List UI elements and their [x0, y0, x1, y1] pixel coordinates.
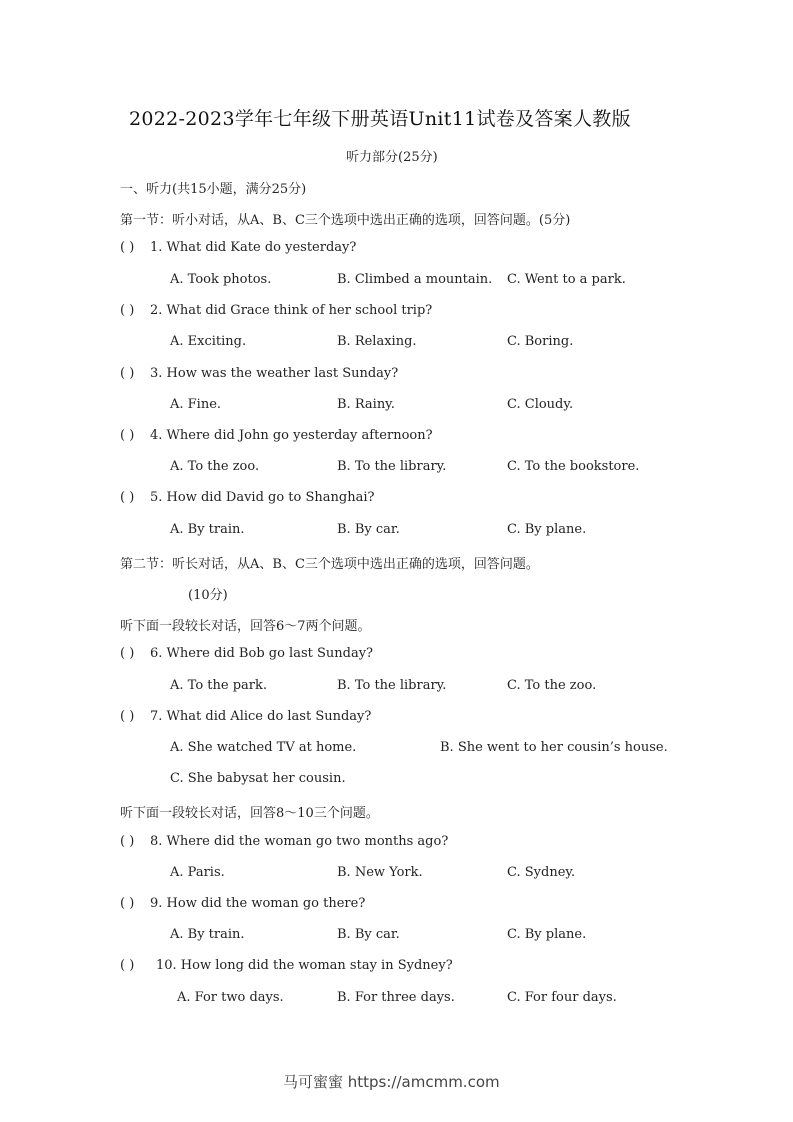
question-8-text: 8. Where did the woman go two months ago? — [150, 834, 449, 849]
option-2c: C. Boring. — [507, 334, 574, 349]
option-4c: C. To the bookstore. — [507, 459, 640, 474]
option-8c: C. Sydney. — [507, 865, 576, 880]
question-1-text: 1. What did Kate do yesterday? — [150, 240, 357, 255]
option-9c: C. By plane. — [507, 927, 587, 942]
answer-blank[interactable]: ( ) — [120, 646, 135, 661]
option-2a: A. Exciting. — [170, 334, 247, 349]
option-10c: C. For four days. — [507, 990, 617, 1005]
section-2-score: (10分) — [188, 588, 228, 603]
answer-blank[interactable]: ( ) — [120, 958, 135, 973]
option-8a: A. Paris. — [170, 865, 225, 880]
answer-blank[interactable]: ( ) — [120, 366, 135, 381]
option-5a: A. By train. — [170, 522, 245, 537]
option-8b: B. New York. — [337, 865, 423, 880]
option-9a: A. By train. — [170, 927, 245, 942]
option-6a: A. To the park. — [170, 678, 267, 693]
question-2-text: 2. What did Grace think of her school trip? — [150, 303, 433, 318]
option-5b: B. By car. — [337, 522, 400, 537]
question-6-text: 6. Where did Bob go last Sunday? — [150, 646, 374, 661]
question-2 — [120, 303, 432, 318]
question-5-text: 5. How did David go to Shanghai? — [150, 490, 375, 505]
section-2-instructions: 第二节：听长对话，从A、B、C三个选项中选出正确的选项，回答问题。 — [120, 557, 539, 572]
option-3c: C. Cloudy. — [507, 397, 574, 412]
question-9-text: 9. How did the woman go there? — [150, 896, 366, 911]
answer-blank[interactable]: ( ) — [120, 709, 135, 724]
question-5 — [120, 490, 374, 505]
question-9 — [120, 896, 365, 911]
answer-blank[interactable]: ( ) — [120, 240, 135, 255]
option-9b: B. By car. — [337, 927, 400, 942]
answer-blank[interactable]: ( ) — [120, 896, 135, 911]
option-7b: B. She went to her cousin’s house. — [440, 740, 668, 755]
option-1a: A. Took photos. — [170, 272, 272, 287]
group-1-instructions: 听下面一段较长对话，回答6～7两个问题。 — [120, 619, 371, 634]
option-2b: B. Relaxing. — [337, 334, 417, 349]
option-10b: B. For three days. — [337, 990, 455, 1005]
option-3a: A. Fine. — [170, 397, 222, 412]
option-5c: C. By plane. — [507, 522, 587, 537]
question-7-text: 7. What did Alice do last Sunday? — [150, 709, 372, 724]
answer-blank[interactable]: ( ) — [120, 303, 135, 318]
question-10 — [120, 958, 453, 973]
option-1b: B. Climbed a mountain. — [337, 272, 493, 287]
question-6 — [120, 646, 373, 661]
option-7c: C. She babysat her cousin. — [170, 771, 346, 786]
option-3b: B. Rainy. — [337, 397, 395, 412]
answer-blank[interactable]: ( ) — [120, 490, 135, 505]
group-2-instructions: 听下面一段较长对话，回答8～10三个问题。 — [120, 806, 379, 821]
answer-blank[interactable]: ( ) — [120, 428, 135, 443]
question-3 — [120, 366, 398, 381]
section-1-instructions: 第一节：听小对话，从A、B、C三个选项中选出正确的选项，回答问题。(5分) — [120, 213, 571, 228]
footer-watermark: 马可蜜蜜 https://amcmm.com — [283, 1073, 500, 1091]
option-10a: A. For two days. — [177, 990, 284, 1005]
option-6b: B. To the library. — [337, 678, 447, 693]
page-subtitle: 听力部分(25分) — [346, 150, 438, 165]
question-4-text: 4. Where did John go yesterday afternoon? — [150, 428, 433, 443]
page-title: 2022-2023学年七年级下册英语Unit11试卷及答案人教版 — [129, 108, 631, 130]
option-4b: B. To the library. — [337, 459, 447, 474]
question-10-text: 10. How long did the woman stay in Sydney? — [156, 958, 453, 973]
option-7a: A. She watched TV at home. — [170, 740, 357, 755]
option-1c: C. Went to a park. — [507, 272, 626, 287]
question-1 — [120, 240, 356, 255]
answer-blank[interactable]: ( ) — [120, 834, 135, 849]
question-3-text: 3. How was the weather last Sunday? — [150, 366, 399, 381]
question-8 — [120, 834, 448, 849]
question-4 — [120, 428, 433, 443]
question-7 — [120, 709, 371, 724]
option-4a: A. To the zoo. — [170, 459, 260, 474]
option-6c: C. To the zoo. — [507, 678, 597, 693]
part-heading: 一、听力(共15小题，满分25分) — [120, 182, 307, 197]
